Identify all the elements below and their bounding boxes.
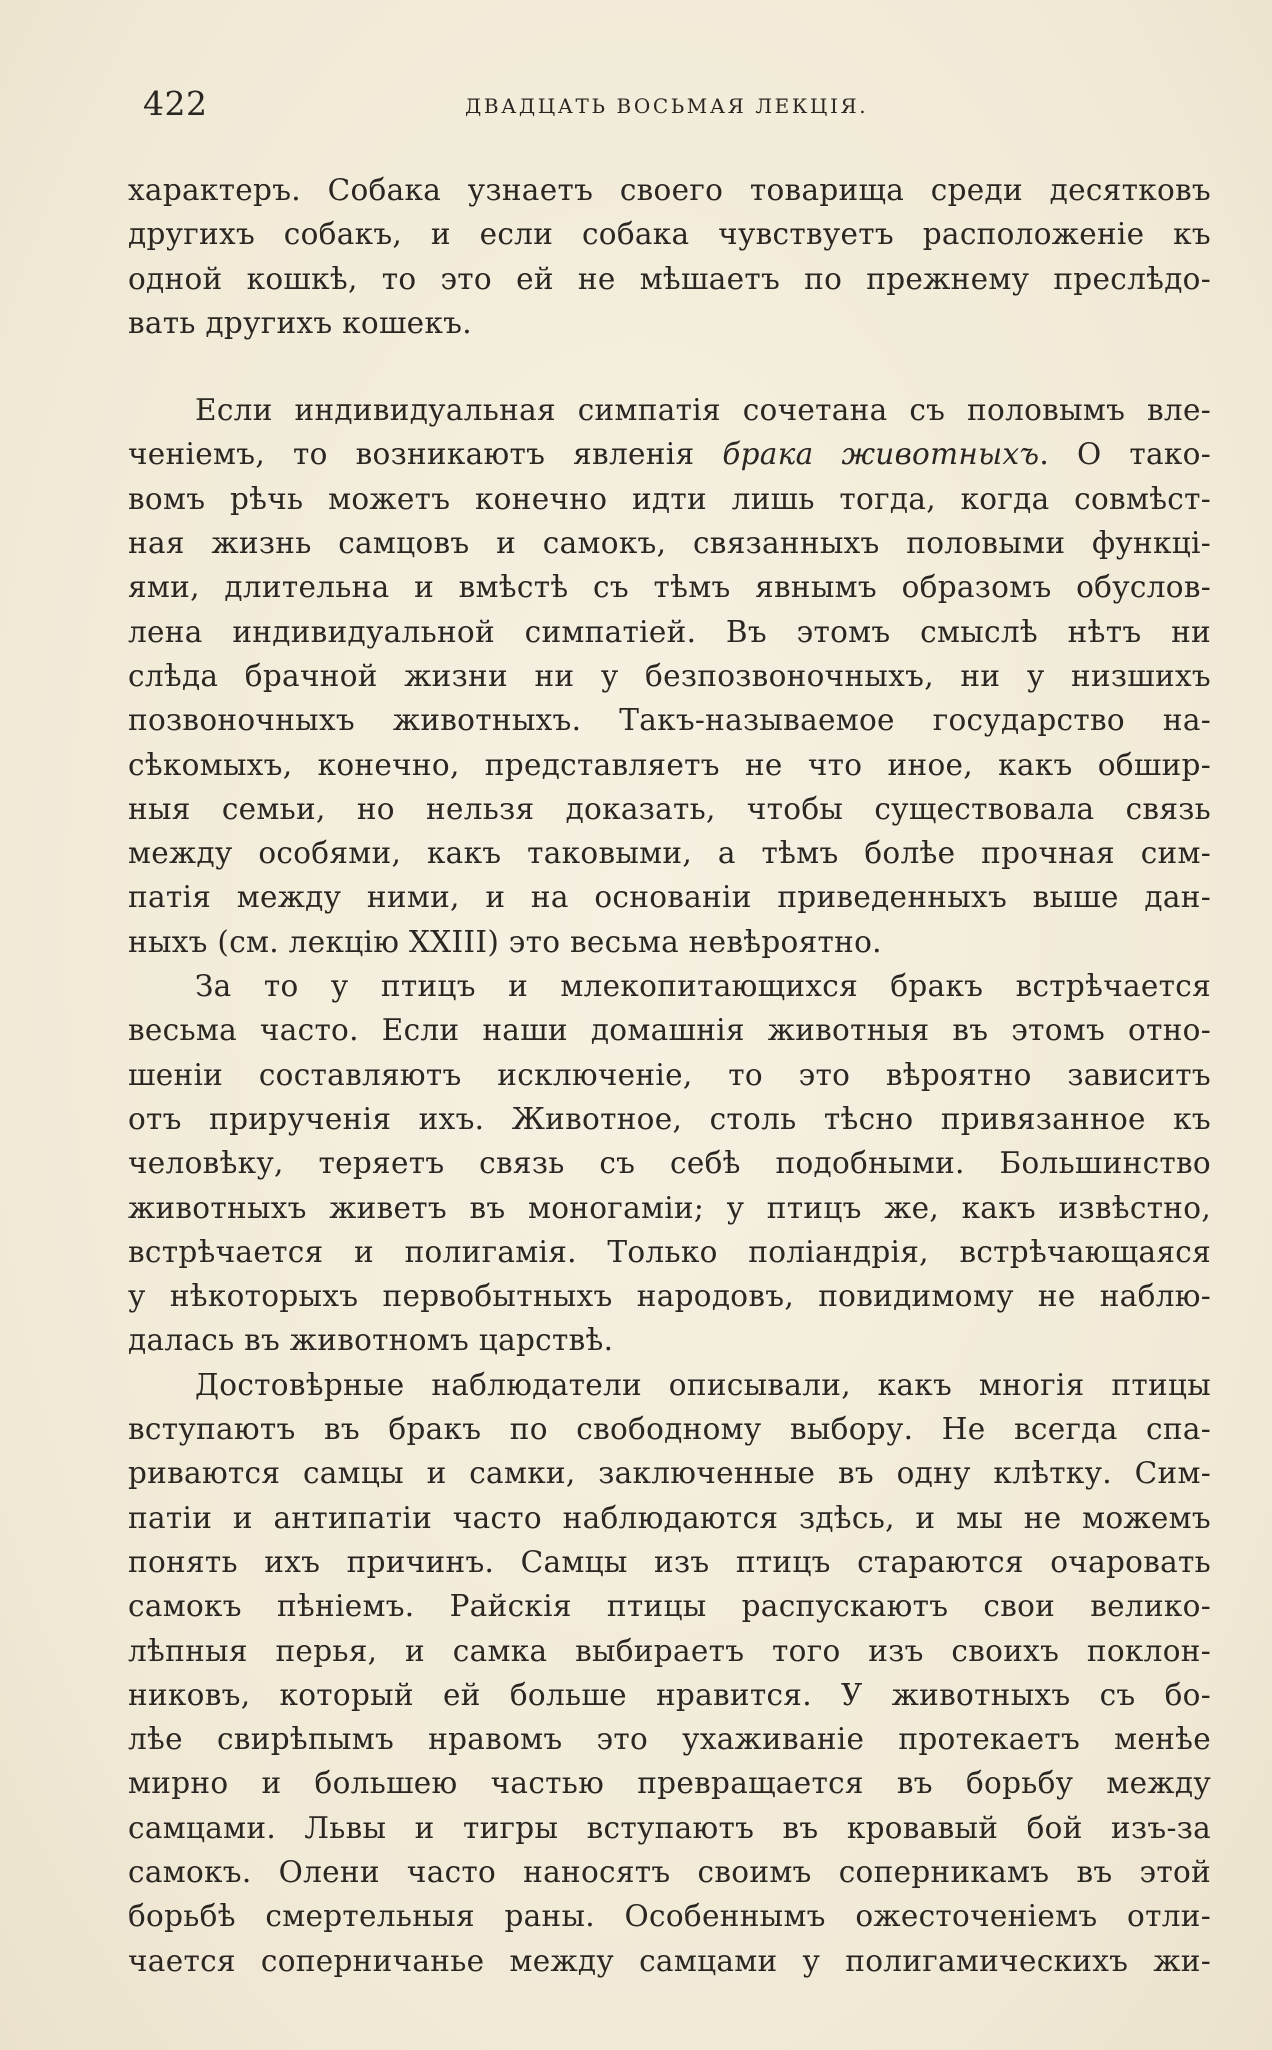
text-line: у нѣкоторыхъ первобытныхъ народовъ, повидимому не наблю-: [128, 1279, 1211, 1314]
text-line: одной кошкѣ, то это ей не мѣшаетъ по прежнему преслѣдо-: [128, 261, 1211, 296]
body-text: [128, 168, 1211, 1983]
text-line: характеръ. Собака узнаетъ своего товарища среди десятковъ: [128, 173, 1211, 207]
text-line: Достовѣрные наблюдатели описывали, какъ многія птицы: [195, 1367, 1211, 1402]
text-line: [128, 432, 1211, 476]
text-line: патія между ними, и на основаніи приведенныхъ выше дан-: [128, 880, 1211, 915]
italic-term: брака животныхъ: [722, 437, 1040, 472]
text-line: Если индивидуальная симпатія сочетана съ половымъ вле-: [195, 393, 1211, 428]
text-line: позвоночныхъ животныхъ. Такъ-называемое государство на-: [128, 703, 1211, 738]
page-header: [143, 84, 1213, 134]
text-line: встрѣчается и полигамія. Только поліандрія, встрѣчающаяся: [128, 1234, 1211, 1269]
text-line: между особями, какъ таковыми, а тѣмъ болѣе прочная сим-: [128, 836, 1211, 871]
text-line: вать другихъ кошекъ.: [128, 305, 472, 340]
text-line: лена индивидуальной симпатіей. Въ этомъ смыслѣ нѣтъ ни: [128, 614, 1211, 649]
text-line: риваются самцы и самки, заключенные въ одну клѣтку. Сим-: [128, 1456, 1211, 1491]
text-line: животныхъ живетъ въ моногаміи; у птицъ же, какъ извѣстно,: [128, 1190, 1211, 1225]
paragraph-4: [128, 1363, 1211, 1983]
page-number: 422: [143, 84, 208, 123]
paragraph-gap: [128, 345, 1211, 388]
text-line: вомъ рѣчь можетъ конечно идти лишь тогда, когда совмѣст-: [128, 481, 1211, 516]
paragraph-1: [128, 168, 1211, 345]
paragraph-2: [128, 388, 1211, 964]
running-title: ДВАДЦАТЬ ВОСЬМАЯ ЛЕКЦІЯ.: [465, 94, 869, 118]
text-line: патіи и антипатіи часто наблюдаются здѣсь, и мы не можемъ: [128, 1500, 1211, 1535]
text-line: ныя семьи, но нельзя доказать, чтобы существовала связь: [128, 791, 1211, 826]
text-line: ная жизнь самцовъ и самокъ, связанныхъ половыми функці-: [128, 526, 1211, 561]
text-line: другихъ собакъ, и если собака чувствуетъ расположеніе къ: [128, 217, 1211, 252]
text-line: вступаютъ въ бракъ по свободному выбору. Не всегда спа-: [128, 1412, 1211, 1447]
text-line: борьбѣ смертельныя раны. Особеннымъ ожесточеніемъ отли-: [128, 1899, 1211, 1934]
text-line: самцами. Львы и тигры вступаютъ въ кровавый бой изъ-за: [128, 1810, 1211, 1845]
text-line: ныхъ (см. лекцію XXIII) это весьма невѣроятно.: [128, 924, 882, 959]
text-line: весьма часто. Если наши домашнія животныя въ этомъ отно-: [128, 1013, 1211, 1048]
text-line: самокъ. Олени часто наносятъ своимъ соперникамъ въ этой: [128, 1854, 1211, 1889]
text-line: слѣда брачной жизни ни у безпозвоночныхъ, ни у низшихъ: [128, 658, 1211, 693]
text-line: мирно и большею частью превращается въ борьбу между: [128, 1766, 1211, 1801]
text-line: лѣпныя перья, и самка выбираетъ того изъ своихъ поклон-: [128, 1633, 1211, 1668]
text-line: отъ прирученія ихъ. Животное, столь тѣсно привязанное къ: [128, 1101, 1211, 1136]
text-line: далась въ животномъ царствѣ.: [128, 1323, 614, 1358]
text-line: понять ихъ причинъ. Самцы изъ птицъ стараются очаровать: [128, 1544, 1211, 1579]
text-line: За то у птицъ и млекопитающихся бракъ встрѣчается: [195, 969, 1211, 1004]
text-line: ями, длительна и вмѣстѣ съ тѣмъ явнымъ образомъ обуслов-: [128, 570, 1211, 605]
text-line: чается соперничанье между самцами у полигамическихъ жи-: [128, 1943, 1211, 1978]
paragraph-3: [128, 964, 1211, 1363]
text-segment: ченіемъ, то возникаютъ явленія: [128, 437, 723, 472]
text-segment: . О тако-: [1039, 437, 1211, 472]
text-line: сѣкомыхъ, конечно, представляетъ не что иное, какъ обшир-: [128, 747, 1211, 782]
text-line: никовъ, который ей больше нравится. У животныхъ съ бо-: [128, 1677, 1211, 1712]
text-line: лѣе свирѣпымъ нравомъ это ухаживаніе протекаетъ менѣе: [128, 1722, 1211, 1757]
text-line: самокъ пѣніемъ. Райскія птицы распускаютъ свои велико-: [128, 1589, 1211, 1624]
text-line: шеніи составляютъ исключеніе, то это вѣроятно зависитъ: [128, 1057, 1211, 1092]
text-line: человѣку, теряетъ связь съ себѣ подобными. Большинство: [128, 1146, 1211, 1181]
